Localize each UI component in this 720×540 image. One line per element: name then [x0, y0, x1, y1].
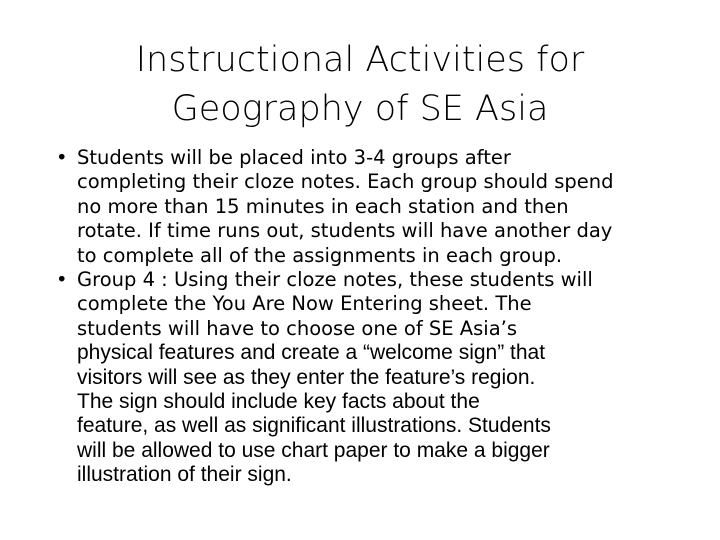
bullet-text-line: will be allowed to use chart paper to make a bigger: [77, 438, 550, 462]
bullet-text-line: students will have to choose one of SE Asia’s: [77, 316, 518, 340]
bullet-dot: •: [56, 146, 68, 169]
bullet-item: [56, 146, 696, 268]
bullet-text-line: Group 4 : Using their cloze notes, these students will: [77, 268, 593, 292]
bullet-text-line: Students will be placed into 3-4 groups after: [77, 146, 511, 169]
title-line: Geography of SE Asia: [171, 89, 549, 129]
slide-title: [60, 36, 660, 134]
bullet-text-line: completing their cloze notes. Each group should spend: [77, 170, 614, 194]
bullet-list: [56, 146, 696, 488]
bullet-item: [56, 268, 696, 488]
bullet-text-line: illustration of their sign.: [77, 463, 292, 487]
title-line: Instructional Activities for: [135, 40, 585, 80]
bullet-text-line: physical features and create a “welcome sign” that: [77, 341, 546, 365]
bullet-text-line: to complete all of the assignments in each group.: [77, 243, 563, 267]
bullet-text-line: The sign should include key facts about the: [77, 390, 480, 414]
bullet-text-line: feature, as well as significant illustrations. Students: [77, 414, 551, 438]
bullet-text-line: rotate. If time runs out, students will have another day: [77, 219, 613, 243]
bullet-text-line: no more than 15 minutes in each station and then: [77, 194, 569, 218]
bullet-dot: •: [56, 268, 68, 292]
bullet-text-line: complete the You Are Now Entering sheet. The: [77, 292, 532, 316]
bullet-text-line: visitors will see as they enter the feature’s region.: [77, 365, 536, 389]
